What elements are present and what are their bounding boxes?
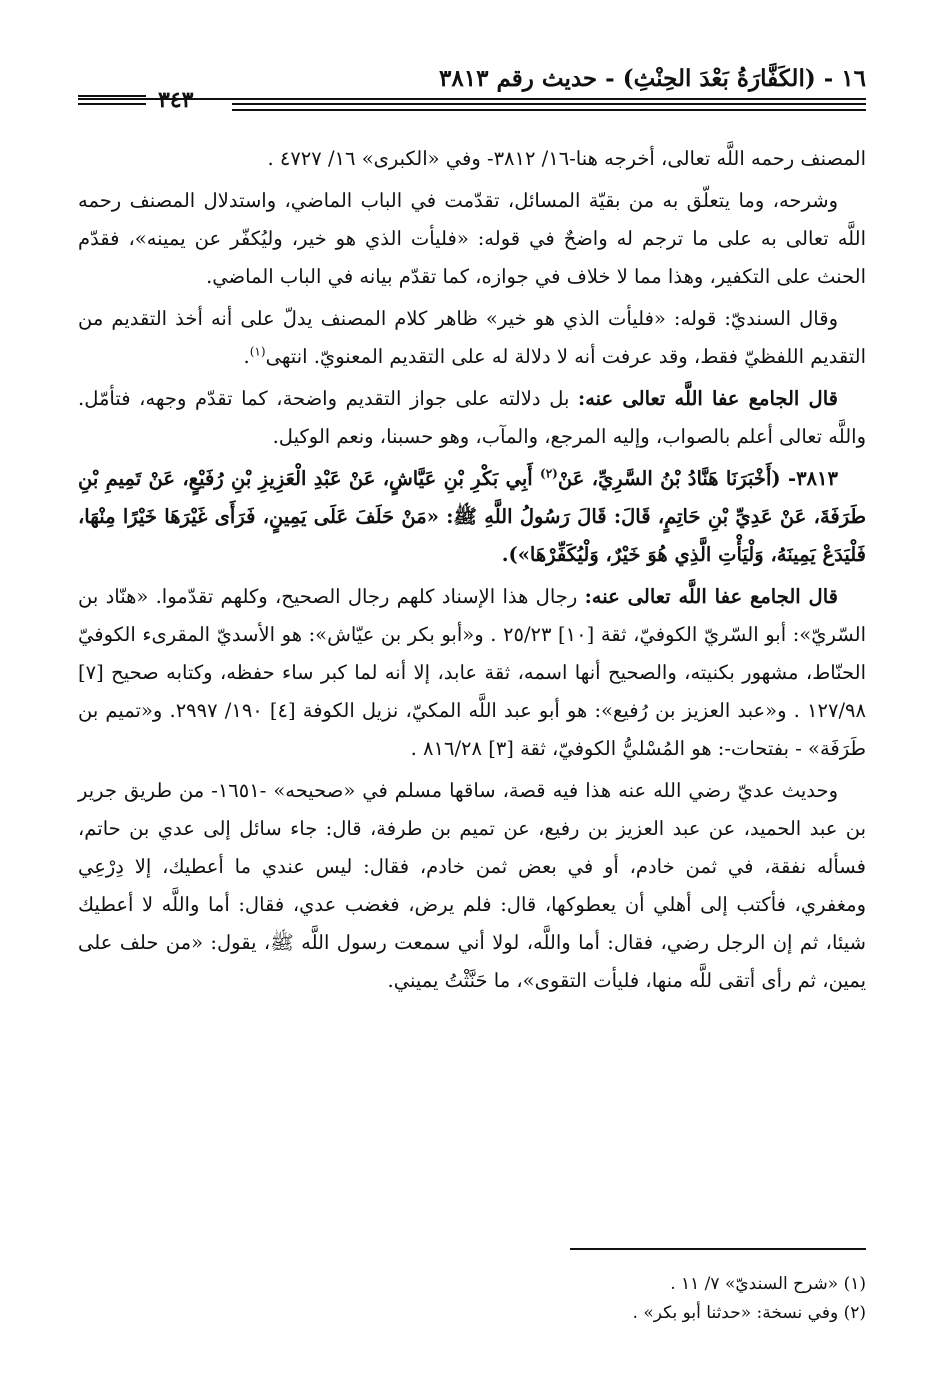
paragraph-1 bbox=[78, 140, 866, 178]
paragraph-4-lead: قال الجامع عفا اللَّه تعالى عنه: bbox=[578, 387, 838, 410]
page-number-block bbox=[78, 88, 193, 112]
paragraph-7-text: وحديث عديّ رضي الله عنه هذا فيه قصة، ساقها مسلم في «صحيحه» -١٦٥١- من طريق جرير بن عبد الحميد، عن عبد العزيز بن رفيع، عن تميم بن طرفة، قال: جاء سائل إلى عدي بن حاتم، فسأله نفقة، في ثمن خادم، أو في بعض ثمن خادم، فقال: ليس عندي ما أعطيك، إلا دِرْعِي ومغفري، فأكتب إلى أهلي أن يعطوكها، قال: فلم يرض، فغضب عدي، فقال: أما واللَّه لا أعطيك شيئا، ثم إن الرجل رضي، فقال: أما واللَّه، لولا أني سمعت رسول اللَّه ﷺ، يقول: «من حلف على يمين، ثم رأى أتقى للَّه منها، فليأت التقوى»، ما حَنَّثْتُ يميني. bbox=[78, 779, 866, 992]
paragraph-6-text: رجال هذا الإسناد كلهم رجال الصحيح، وكلهم تقدّموا. «هنّاد بن السّريّ»: أبو السّريّ الكوفيّ، ثقة [١٠] ٢٥/٢٣ . و«أبو بكر بن عيّاش»: هو الأسديّ المقرىء الكوفيّ الحنّاط، مشهور بكنيته، والصحيح أنها اسمه، ثقة عابد، إلا أنه لما كبر ساء حفظه، وكتابه صحيح [٧] ١٢٧/٩٨ . و«عبد العزيز بن رُفيع»: هو أبو عبد اللَّه المكيّ، نزيل الكوفة [٤] ١٩٠/ ٢٩٩٧. و«تميم بن طَرَفَة» - بفتحات-: هو المُسْليُّ الكوفيّ، ثقة [٣] ٨١٦/٢٨ . bbox=[78, 585, 866, 760]
footnote-1: (١) «شرح السنديّ» ٧/ ١١ . bbox=[670, 1274, 866, 1294]
paragraph-7 bbox=[78, 772, 866, 1000]
header-title: ١٦ - (الكَفَّارَةُ بَعْدَ الحِنْثِ) - حديث رقم ٣٨١٣ bbox=[439, 65, 866, 92]
paragraph-3-text: وقال السنديّ: قوله: «فليأت الذي هو خير» ظاهر كلام المصنف يدلّ على أنه أخذ التقديم من التقديم اللفظيّ فقط، وقد عرفت أنه لا دلالة له على التقديم المعنويّ. انتهى bbox=[78, 307, 866, 368]
footnote-ref-1[interactable]: (١) bbox=[249, 344, 266, 359]
paragraph-4 bbox=[78, 380, 866, 456]
header-rule bbox=[78, 98, 866, 100]
hadith-text bbox=[78, 460, 866, 574]
footnotes bbox=[78, 1270, 866, 1328]
paragraph-6-lead: قال الجامع عفا اللَّه تعالى عنه: bbox=[584, 585, 838, 608]
paragraph-2-text: وشرحه، وما يتعلّق به من بقيّة المسائل، تقدّمت في الباب الماضي، واستدلال المصنف رحمه اللَّه تعالى به على ما ترجم له واضحٌ في قوله: «فليأت الذي هو خير، وليُكفّر عن يمينه»، فقدّم الحنث على التكفير، وهذا مما لا خلاف في جوازه، كما تقدّم بيانه في الباب الماضي. bbox=[78, 189, 866, 288]
double-rule-left bbox=[78, 95, 146, 105]
footnote-ref-2[interactable]: (٢) bbox=[540, 466, 558, 481]
paragraph-2 bbox=[78, 182, 866, 296]
paragraph-3-tail: . bbox=[243, 345, 250, 368]
paragraph-4-text: بل دلالته على جواز التقديم واضحة، كما تقدّم وجهه، فتأمّل. واللَّه تعالى أعلم بالصواب، وإليه المرجع، والمآب، وهو حسبنا، ونعم الوكيل. bbox=[78, 387, 866, 448]
paragraph-1-text: المصنف رحمه اللَّه تعالى، أخرجه هنا-١٦/ ٣٨١٢- وفي «الكبرى» ١٦/ ٤٧٢٧ . bbox=[267, 147, 866, 170]
header-double-rule bbox=[232, 103, 866, 111]
main-text bbox=[78, 140, 866, 1004]
running-header bbox=[78, 62, 866, 96]
hadith-lead: ٣٨١٣- (أَخْبَرَنَا هَنَّادُ بْنُ السَّرِيِّ، عَنْ bbox=[557, 467, 838, 490]
footnote-rule bbox=[570, 1248, 866, 1250]
page-number: ٣٤٣ bbox=[158, 87, 194, 113]
footnote-2: (٢) وفي نسخة: «حدثنا أبو بكر» . bbox=[632, 1303, 866, 1323]
paragraph-6 bbox=[78, 578, 866, 768]
hadith-body: أَبِي بَكْرِ بْنِ عَيَّاشٍ، عَنْ عَبْدِ الْعَزِيزِ بْنِ رُفَيْعٍ، عَنْ تَمِيمِ بْنِ طَرَفَةَ، عَنْ عَدِيِّ بْنِ حَاتِمٍ، قَالَ: قَالَ رَسُولُ اللَّهِ ﷺ: «مَنْ حَلَفَ عَلَى يَمِينٍ، فَرَأَى غَيْرَهَا خَيْرًا مِنْهَا، فَلْيَدَعْ يَمِينَهُ، وَلْيَأْتِ الَّذِي هُوَ خَيْرٌ، وَلْيُكَفِّرْهَا»). bbox=[78, 467, 866, 566]
paragraph-3 bbox=[78, 300, 866, 376]
